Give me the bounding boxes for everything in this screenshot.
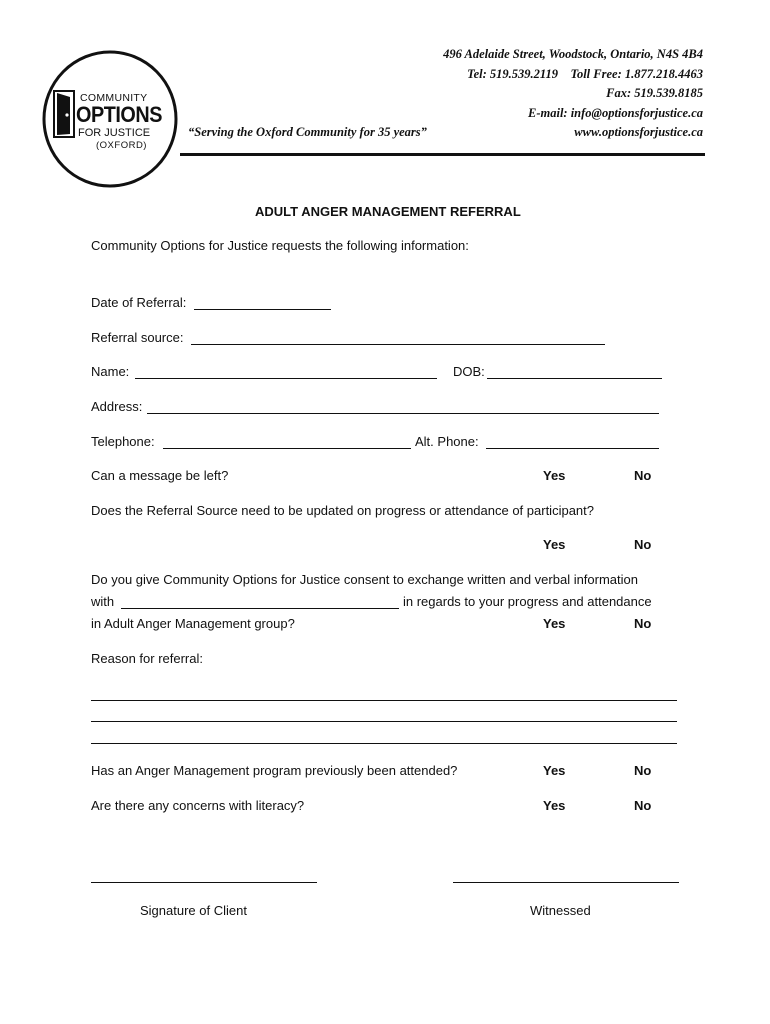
address-label: Address: — [91, 399, 143, 414]
consent-yes[interactable]: Yes — [543, 616, 566, 631]
question-update: Does the Referral Source need to be updated on progress or attendance of participant? — [91, 503, 594, 518]
name-field[interactable] — [135, 378, 437, 379]
literacy-yes[interactable]: Yes — [543, 798, 566, 813]
alt-phone-label: Alt. Phone: — [415, 434, 479, 449]
update-no[interactable]: No — [634, 537, 652, 552]
signature-client-label: Signature of Client — [140, 903, 247, 918]
date-field[interactable] — [194, 309, 331, 310]
logo-text-options: OPTIONS — [76, 102, 162, 127]
header-web: www.optionsforjustice.ca — [574, 125, 703, 139]
update-yes[interactable]: Yes — [543, 537, 566, 552]
telephone-label: Telephone: — [91, 434, 155, 449]
question-literacy: Are there any concerns with literacy? — [91, 798, 305, 813]
witness-label: Witnessed — [530, 903, 591, 918]
literacy-no[interactable]: No — [634, 798, 652, 813]
dob-field[interactable] — [487, 378, 662, 379]
open-door-icon — [53, 90, 75, 138]
dob-label: DOB: — [453, 364, 485, 379]
header-address: 496 Adelaide Street, Woodstock, Ontario, N4S 4B4 — [443, 47, 703, 61]
address-field[interactable] — [147, 413, 659, 414]
question-consent-with: with — [91, 594, 115, 609]
header-divider — [180, 153, 705, 156]
header-email: E-mail: info@optionsforjustice.ca — [528, 106, 703, 120]
logo-text-community: COMMUNITY — [80, 92, 148, 104]
referral-source-field[interactable] — [191, 344, 605, 345]
telephone-field[interactable] — [163, 448, 411, 449]
signature-client-field[interactable] — [91, 882, 317, 883]
date-label: Date of Referral: — [91, 295, 187, 310]
reason-line-2[interactable] — [91, 721, 677, 722]
form-title: ADULT ANGER MANAGEMENT REFERRAL — [255, 204, 521, 219]
tagline: “Serving the Oxford Community for 35 years” — [188, 125, 427, 139]
consent-no[interactable]: No — [634, 616, 652, 631]
name-label: Name: — [91, 364, 130, 379]
question-message: Can a message be left? — [91, 468, 229, 483]
header-fax: Fax: 519.539.8185 — [606, 86, 703, 100]
question-consent-line2: in regards to your progress and attendance — [403, 594, 652, 609]
message-no[interactable]: No — [634, 468, 652, 483]
referral-source-label: Referral source: — [91, 330, 184, 345]
logo-text-for-justice: FOR JUSTICE — [78, 127, 151, 139]
logo-text-oxford: (OXFORD) — [96, 140, 147, 151]
previous-yes[interactable]: Yes — [543, 763, 566, 778]
question-previous: Has an Anger Management program previously been attended? — [91, 763, 458, 778]
previous-no[interactable]: No — [634, 763, 652, 778]
message-yes[interactable]: Yes — [543, 468, 566, 483]
witness-field[interactable] — [453, 882, 679, 883]
reason-line-1[interactable] — [91, 700, 677, 701]
question-consent-line1: Do you give Community Options for Justice consent to exchange written and verbal information — [91, 572, 638, 587]
question-consent-line3: in Adult Anger Management group? — [91, 616, 295, 631]
reason-line-3[interactable] — [91, 743, 677, 744]
logo — [40, 50, 180, 190]
header-tel: Tel: 519.539.2119 Toll Free: 1.877.218.4463 — [467, 67, 703, 81]
form-intro: Community Options for Justice requests the following information: — [91, 238, 469, 253]
consent-with-field[interactable] — [121, 608, 399, 609]
alt-phone-field[interactable] — [486, 448, 659, 449]
reason-label: Reason for referral: — [91, 651, 203, 666]
